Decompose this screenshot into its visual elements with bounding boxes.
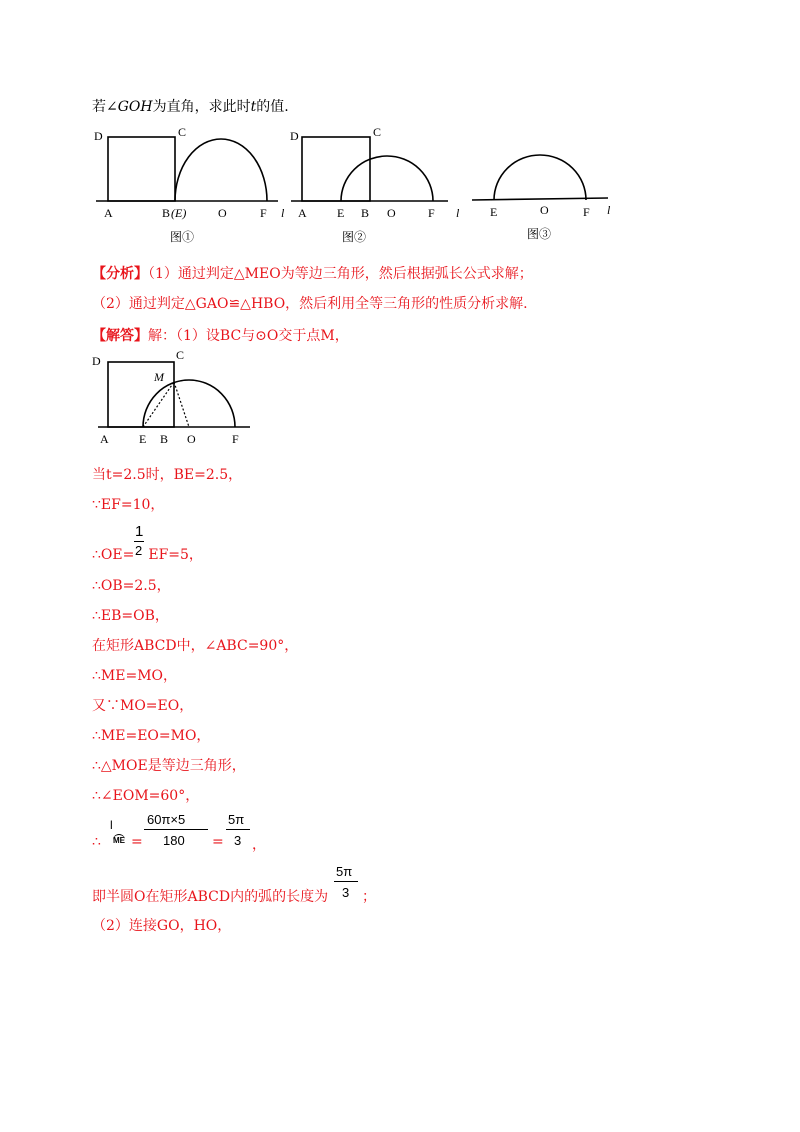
analysis-line-1 [92, 265, 533, 283]
question-prefix: 若∠ [92, 99, 118, 115]
step-10: ∴△MOE是等边三角形， [92, 758, 246, 774]
fig3-label-l: l [607, 203, 611, 217]
half-denominator: 2 [135, 543, 143, 558]
solution-figure [88, 345, 348, 445]
step-8: 又∵MO=EO， [92, 698, 194, 714]
step-3 [92, 546, 203, 564]
result-numerator: 5π [228, 812, 245, 827]
answer-intro [92, 327, 349, 345]
conclusion-denominator: 3 [342, 885, 350, 900]
analysis-text-1: （1）通过判定△MEO为等边三角形，然后根据弧长公式求解； [148, 266, 533, 282]
question-text [92, 98, 289, 116]
result-bar [226, 829, 250, 830]
step-4: ∴OB=2.5， [92, 578, 171, 594]
arc-therefore: ∴ [92, 834, 101, 850]
part2-line: （2）连接GO，HO， [92, 918, 232, 934]
arc-subscript: ME [113, 836, 125, 845]
arc-equals-1: = [131, 834, 143, 850]
big-bar [144, 829, 208, 830]
fig2-label-O: O [387, 206, 396, 220]
sol-label-B: B [160, 432, 169, 445]
sol-label-F: F [232, 432, 239, 445]
step-11: ∴∠EOM=60°， [92, 788, 200, 804]
fig2-label-C: C [373, 125, 382, 139]
fig1-label-l: l [281, 206, 285, 220]
step-2: ∵EF=10， [92, 497, 165, 513]
conclusion-fraction [334, 862, 360, 902]
conclusion-numerator: 5π [336, 864, 353, 879]
step-9: ∴ME=EO=MO， [92, 728, 211, 744]
fig1-label-C: C [178, 125, 187, 139]
result-denominator: 3 [234, 833, 242, 848]
conclusion-bar [334, 881, 358, 882]
step-3-left: ∴OE= [92, 547, 135, 563]
figure-1 [96, 137, 278, 201]
big-denominator: 180 [163, 833, 185, 848]
step-1: 当t=2.5时，BE=2.5， [92, 467, 243, 483]
half-numerator: 1 [135, 523, 144, 540]
step-3-right: EF=5， [148, 547, 203, 563]
fig1-label-E: (E) [171, 206, 187, 220]
fig3-label-E: E [490, 205, 498, 219]
fig1-label-F: F [260, 206, 267, 220]
arc-equals-2: = [212, 834, 224, 850]
fig1-label-O: O [218, 206, 227, 220]
step-6: 在矩形ABCD中，∠ABC=90°， [92, 638, 299, 654]
analysis-tag: 【分析】 [92, 266, 148, 282]
fig3-label-F: F [583, 205, 590, 219]
fig3-caption: 图③ [527, 227, 552, 241]
question-suffix: 的值. [256, 99, 289, 115]
question-angle: GOH [117, 99, 153, 115]
fig2-caption: 图② [342, 230, 367, 244]
sol-label-E: E [139, 432, 147, 445]
conclusion-line: 即半圆O在矩形ABCD内的弧的长度为 [92, 889, 329, 905]
fig1-caption: 图① [170, 230, 195, 244]
arc-tail: ， [252, 837, 266, 853]
fig2-label-E: E [337, 206, 345, 220]
fig2-label-l: l [456, 206, 460, 220]
result-fraction [226, 810, 252, 850]
sol-label-C: C [176, 348, 185, 362]
fig2-label-A: A [298, 206, 307, 220]
step-5: ∴EB=OB， [92, 608, 169, 624]
fig2-label-F: F [428, 206, 435, 220]
sol-label-A: A [100, 432, 109, 445]
half-bar [134, 541, 144, 542]
question-mid: 为直角，求此时 [152, 99, 251, 115]
arc-l: l [110, 818, 113, 832]
sol-label-M: M [154, 370, 164, 384]
answer-intro-text: 解：（1）设BC与⊙O交于点M， [148, 328, 349, 344]
figure-2 [291, 137, 448, 201]
fig1-label-D: D [94, 129, 103, 143]
sol-label-D: D [92, 354, 101, 368]
step-7: ∴ME=MO， [92, 668, 178, 684]
fig2-label-B: B [361, 206, 370, 220]
fig1-label-B: B [162, 206, 171, 220]
fig1-label-A: A [104, 206, 113, 220]
question-var: t [250, 99, 257, 115]
sol-label-O: O [187, 432, 196, 445]
big-fraction [144, 810, 210, 850]
arc-formula [92, 810, 292, 852]
fig2-label-D: D [290, 129, 299, 143]
fig3-label-O: O [540, 203, 549, 217]
analysis-text-2: （2）通过判定△GAO≌△HBO，然后利用全等三角形的性质分析求解. [92, 296, 528, 312]
analysis-line-2 [92, 295, 528, 313]
figure-3 [472, 155, 608, 200]
big-numerator: 60π×5 [147, 812, 186, 827]
answer-tag: 【解答】 [92, 328, 148, 344]
conclusion-tail: ； [362, 889, 376, 905]
